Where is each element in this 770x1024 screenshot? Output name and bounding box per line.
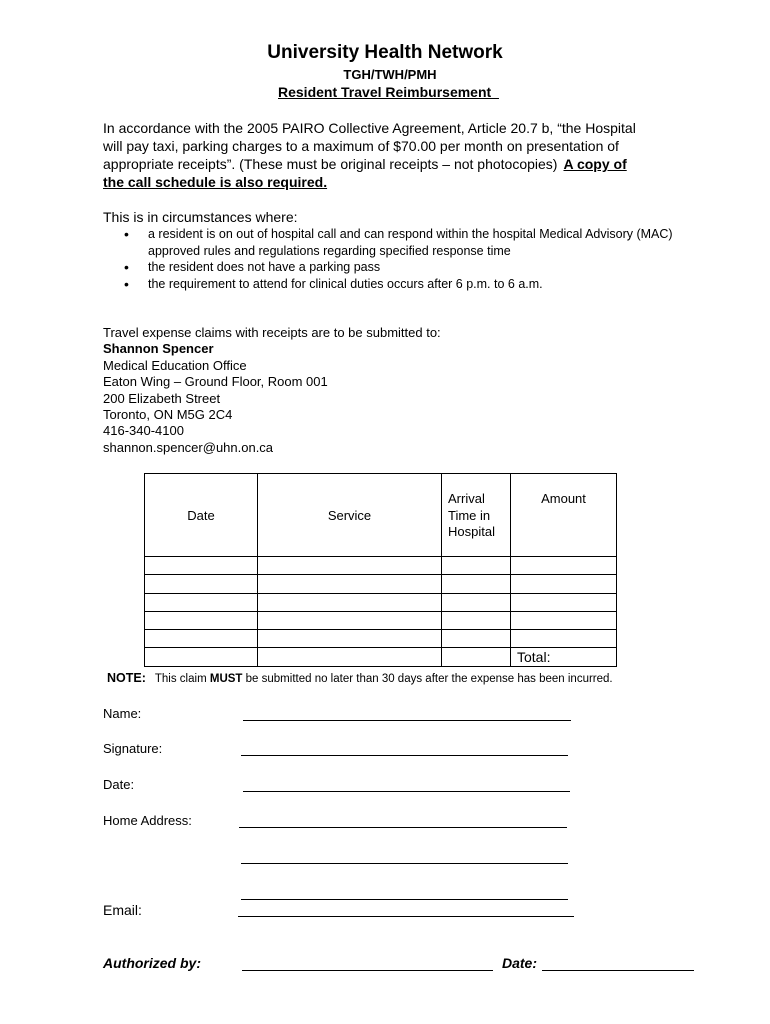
name-field[interactable] — [243, 720, 571, 721]
intro-text: In accordance with the 2005 PAIRO Collective Agreement, Article 20.7 b, “the Hospital will pay taxi, parking charges to a maximum of $70.00 per month on presentation of appropriate receipts”. (These must be original receipts – not photocopies) — [103, 120, 636, 172]
table-row — [145, 648, 617, 666]
amount-cell[interactable] — [511, 611, 617, 629]
note-pre: This claim — [154, 673, 207, 685]
home-address-field-line3[interactable] — [241, 899, 568, 900]
service-cell[interactable] — [258, 611, 442, 629]
total-label: Total: — [511, 648, 617, 666]
contact-office: Medical Education Office — [103, 357, 247, 373]
table-row — [145, 593, 617, 611]
submission-lead: Travel expense claims with receipts are to be submitted to: — [103, 325, 441, 340]
col-arrival-header: Arrival Time in Hospital — [442, 474, 511, 557]
date-cell[interactable] — [145, 648, 258, 666]
name-label: Name: — [103, 706, 142, 721]
auth-date-field[interactable] — [542, 970, 694, 971]
col-date-header: Date — [145, 474, 258, 557]
note-must: MUST — [209, 673, 243, 685]
note — [107, 671, 613, 685]
authorized-by-label: Authorized by: — [103, 955, 201, 971]
amount-cell[interactable] — [511, 593, 617, 611]
amount-cell[interactable] — [511, 557, 617, 575]
arrival-cell[interactable] — [442, 648, 511, 666]
table-row — [145, 611, 617, 629]
note-label: NOTE: — [107, 671, 146, 685]
authorized-by-field[interactable] — [242, 970, 493, 971]
circumstances-list — [103, 226, 683, 292]
service-cell[interactable] — [258, 630, 442, 648]
amount-cell[interactable] — [511, 630, 617, 648]
arrival-cell[interactable] — [442, 630, 511, 648]
arrival-cell[interactable] — [442, 575, 511, 593]
form-title: Resident Travel Reimbursement — [278, 84, 499, 100]
contact-name: Shannon Spencer — [103, 341, 214, 357]
date-cell[interactable] — [145, 575, 258, 593]
email-label: Email: — [103, 902, 142, 918]
home-address-field-line1[interactable] — [239, 827, 567, 828]
circumstances-lead: This is in circumstances where: — [103, 209, 298, 225]
arrival-cell[interactable] — [442, 557, 511, 575]
date-cell[interactable] — [145, 593, 258, 611]
list-item: • the requirement to attend for clinical duties occurs after 6 p.m. to 6 a.m. — [103, 276, 683, 293]
table-row — [145, 575, 617, 593]
intro-paragraph — [103, 119, 643, 191]
service-cell[interactable] — [258, 557, 442, 575]
email-field[interactable] — [238, 916, 574, 917]
service-cell[interactable] — [258, 593, 442, 611]
submission-address — [103, 325, 441, 456]
arrival-cell[interactable] — [442, 593, 511, 611]
table-header-row — [145, 474, 617, 557]
signature-field[interactable] — [241, 755, 568, 756]
signature-label: Signature: — [103, 741, 163, 756]
intro-emphasis: A copy of the call schedule is also required. — [103, 156, 627, 190]
date-cell[interactable] — [145, 630, 258, 648]
date-cell[interactable] — [145, 557, 258, 575]
home-address-field-line2[interactable] — [241, 863, 568, 864]
table-row — [145, 630, 617, 648]
contact-street: 200 Elizabeth Street — [103, 390, 221, 406]
list-item: • the resident does not have a parking pass — [103, 259, 683, 276]
service-cell[interactable] — [258, 575, 442, 593]
amount-cell[interactable] — [511, 575, 617, 593]
table-row — [145, 557, 617, 575]
claims-table — [144, 473, 617, 667]
date-cell[interactable] — [145, 611, 258, 629]
col-amount-header: Amount — [511, 474, 617, 557]
contact-room: Eaton Wing – Ground Floor, Room 001 — [103, 374, 328, 390]
list-item: • a resident is on out of hospital call and can respond within the hospital Medical Advisory (MAC) approved rules and regulations regarding specified response time — [103, 226, 683, 259]
contact-phone: 416-340-4100 — [103, 423, 184, 439]
auth-date-label: Date: — [502, 955, 538, 971]
service-cell[interactable] — [258, 648, 442, 666]
contact-email[interactable]: shannon.spencer@uhn.on.ca — [103, 439, 274, 455]
note-post: be submitted no later than 30 days after the expense has been incurred. — [245, 673, 613, 685]
arrival-cell[interactable] — [442, 611, 511, 629]
org-title: University Health Network — [267, 42, 503, 63]
sites-subtitle: TGH/TWH/PMH — [343, 67, 437, 82]
date-field[interactable] — [243, 791, 570, 792]
col-service-header: Service — [258, 474, 442, 557]
contact-city: Toronto, ON M5G 2C4 — [103, 407, 233, 423]
home-address-label: Home Address: — [103, 813, 192, 828]
date-label: Date: — [103, 777, 135, 792]
